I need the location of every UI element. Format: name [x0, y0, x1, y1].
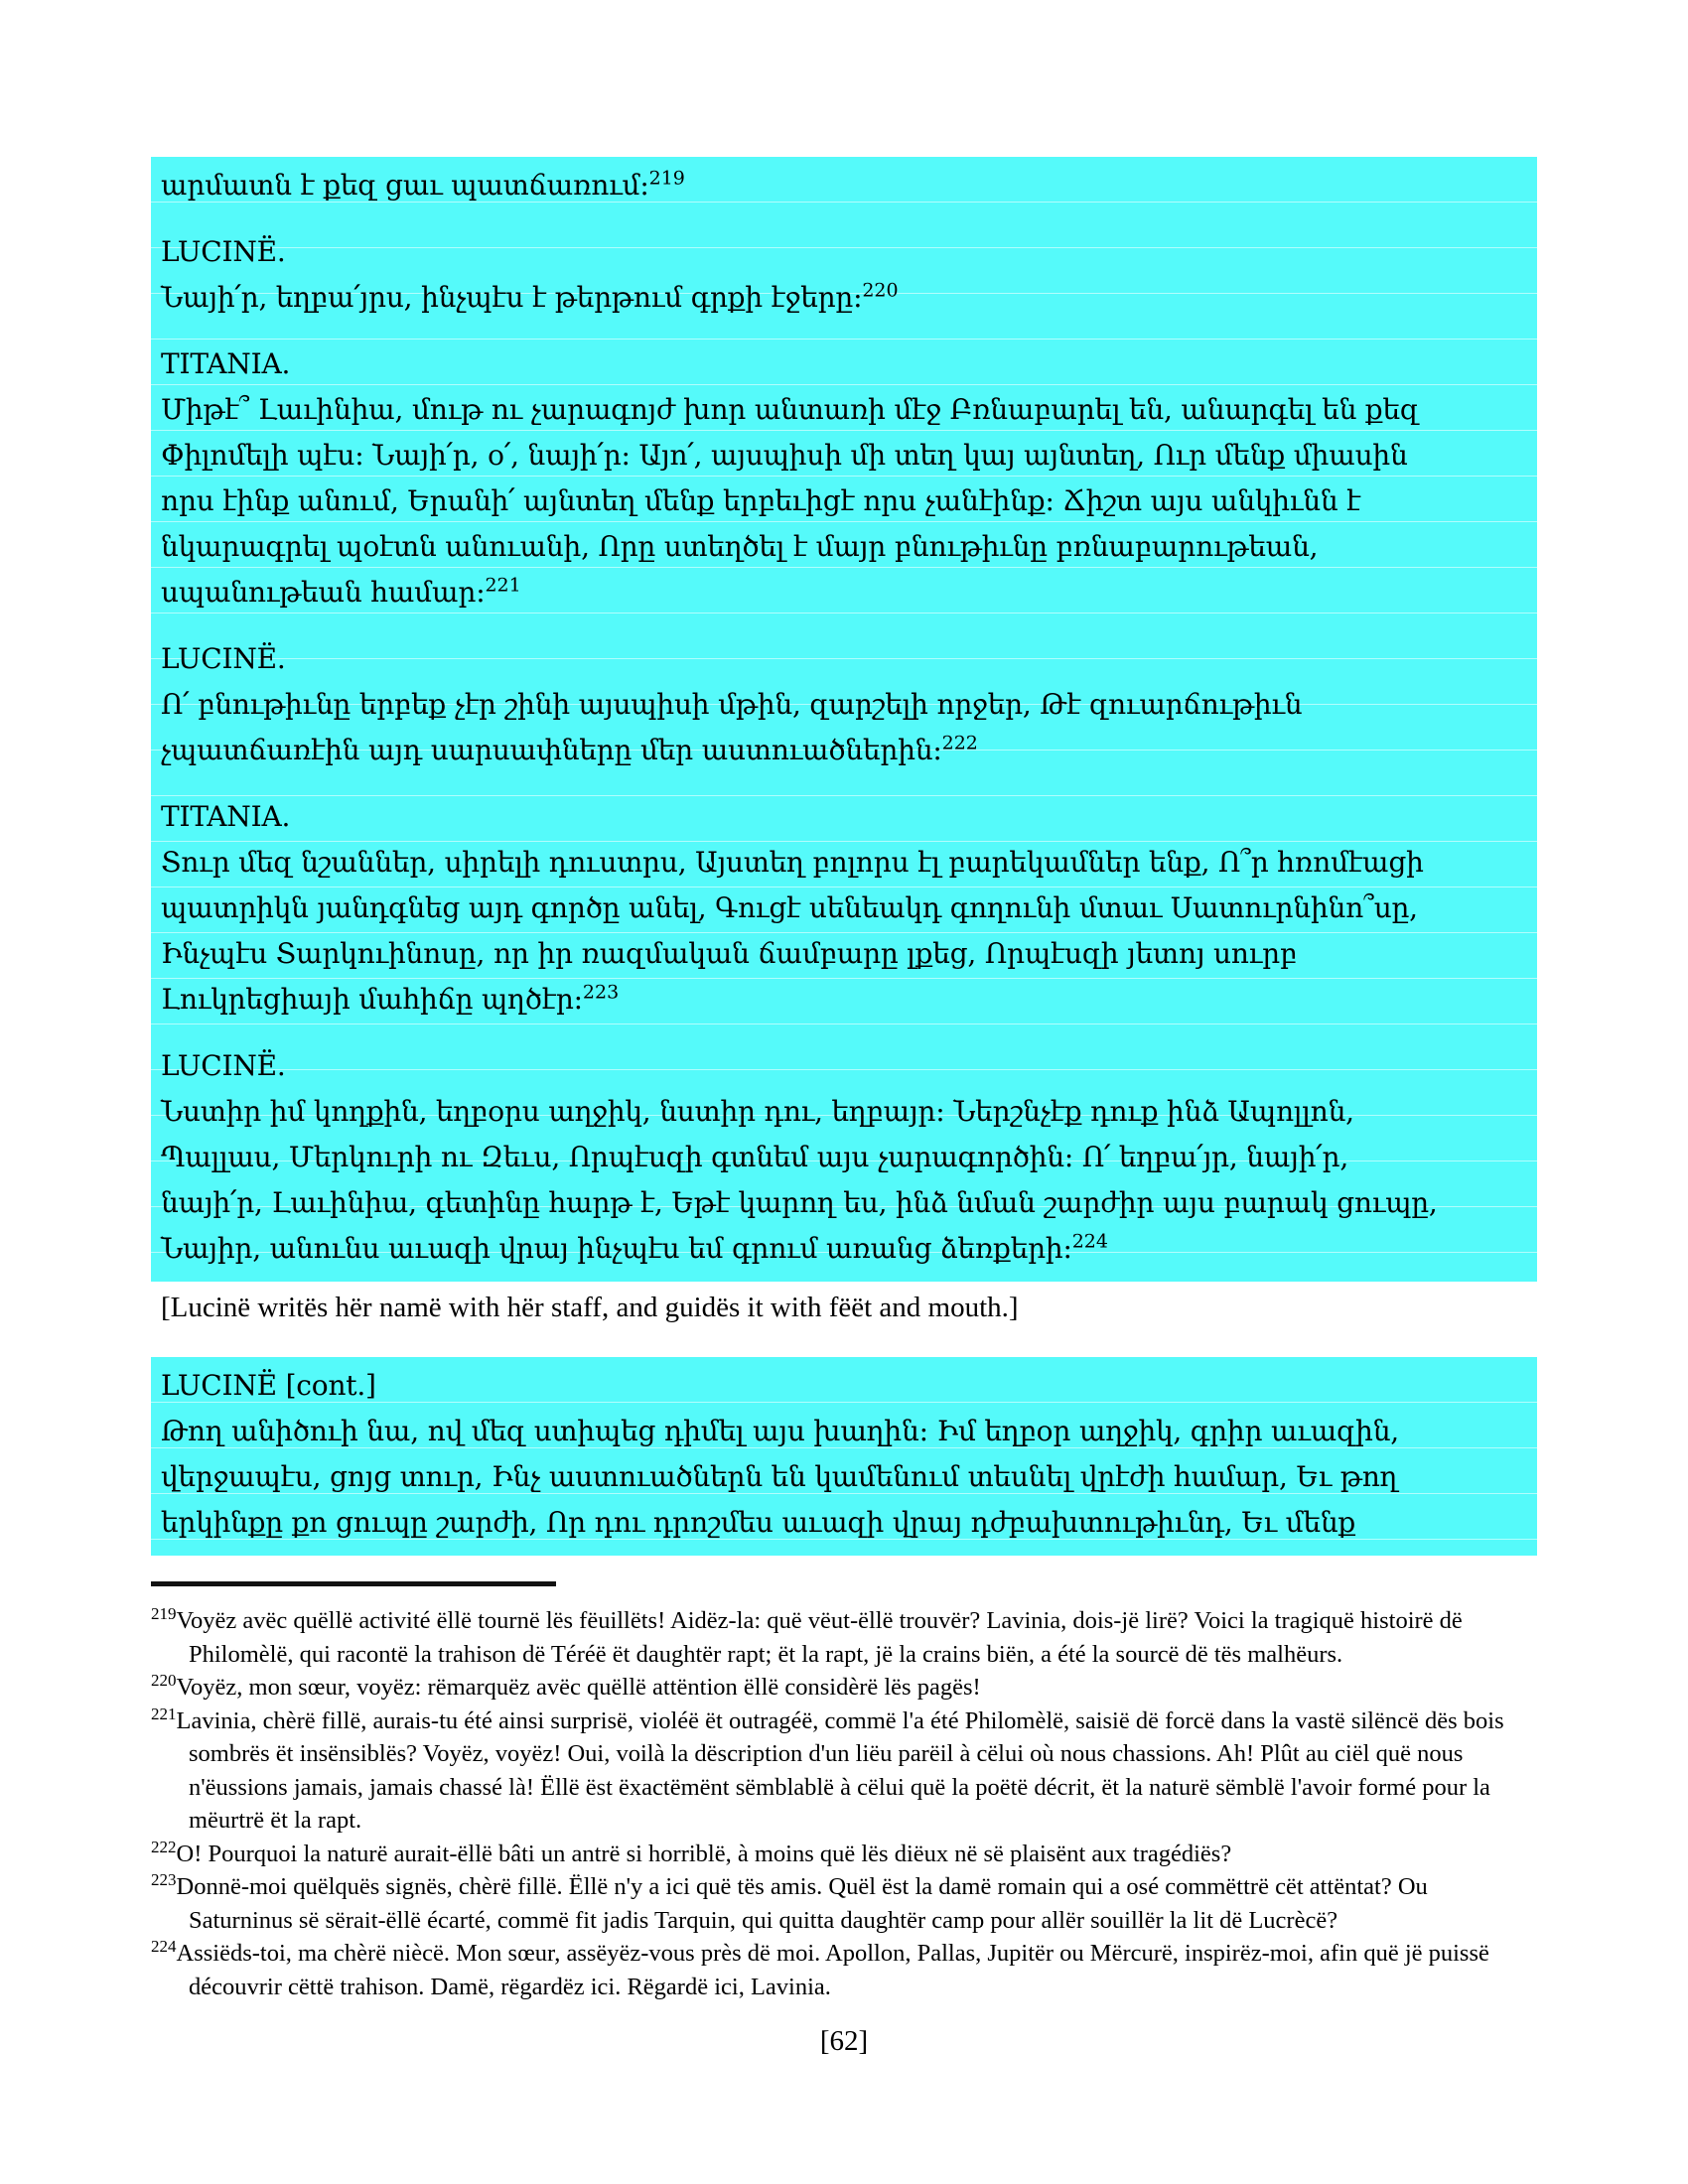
dialogue-line-text: Տուր մեզ նշաններ, սիրելի դուստրս, Այստեղ բոլորս էլ բարեկամներ ենք, Ո՞ր հռոմէացի	[161, 846, 1424, 879]
dialogue-line-text: սպանութեան համար:	[161, 576, 486, 609]
footnote-number: 222	[151, 1837, 177, 1856]
speaker-label-text: TITANIA.	[161, 800, 291, 833]
dialogue-line	[161, 163, 1533, 208]
dialogue-line-text: վերջապէս, ցոյց տուր, Ինչ աստուածներն են կամենում տեսնել վրէժի համար, Եւ թող	[161, 1460, 1398, 1493]
speaker-label-text: LUCINË.	[161, 642, 286, 675]
speaker-label-text: TITANIA.	[161, 347, 291, 380]
footnote-reference: 224	[1071, 1230, 1108, 1253]
dialogue-line-text: Նայիր, անունս աւազի վրայ ինչպէս եմ գրում առանց ձեռքերի:	[161, 1232, 1072, 1265]
dialogue-line-text: Նայի՛ր, եղբա՛յրս, ինչպէս է թերթում գրքի էջերը:	[161, 281, 863, 314]
paragraph-gap	[161, 1023, 1533, 1043]
footnote	[151, 1705, 1537, 1838]
speaker-label-text: LUCINË.	[161, 235, 286, 268]
footnote-number: 220	[151, 1670, 177, 1690]
dialogue-line-text: Ինչպէս Տարկուինոսը, որ իր ռազմական ճամբարը լքեց, Որպէսզի յետոյ սուրբ	[161, 937, 1298, 970]
footnote-reference: 223	[582, 981, 620, 1004]
speaker-label	[161, 341, 1533, 387]
dialogue-line	[161, 433, 1533, 478]
speech-block	[151, 157, 1537, 1282]
footnote	[151, 1838, 1537, 1871]
footnote-text: O! Pourquoi la naturë aurait-ëllë bâti un antrë si horriblë, à moins quë lës diëux në së plaisënt aux tragédiës?	[176, 1840, 1232, 1867]
dialogue-line	[161, 682, 1533, 728]
dialogue-line-text: Միթէ՞ Լաւինիա, մութ ու չարագոյժ խոր անտառի մէջ Բռնաբարել են, անարգել են քեզ	[161, 393, 1419, 426]
footnote-reference: 222	[941, 732, 978, 754]
footnote	[151, 1671, 1537, 1705]
paragraph-gap	[161, 773, 1533, 794]
footnote-number: 224	[151, 1936, 177, 1956]
stage-direction: [Lucinë writës hër namë with hër staff, and guidës it with fëët and mouth.]	[161, 1292, 1019, 1323]
dialogue-line-text: Պալլաս, Մերկուրի ու Զեւս, Որպէսզի գտնեմ այս չարագործին: Ո՛ եղբա՛յր, նայի՛ր,	[161, 1141, 1349, 1173]
dialogue-line	[161, 1089, 1533, 1135]
footnote-text: Voyëz avëc quëllë activité ëllë tournë lës fëuillëts! Aidëz-la: quë vëut-ëllë trouvër? Lavinia, dois-jë lirë? Voici la tragiquë histoirë dë Philomèlë, qui racontë la trahison dë Téréë ët daughtër rapt; ët la rapt, jë la crains biën, a été la sourcë dë tës malhëurs.	[176, 1607, 1463, 1668]
dialogue-line	[161, 478, 1533, 524]
text-column	[151, 157, 1537, 2058]
footnote-number: 219	[151, 1603, 177, 1623]
dialogue-line	[161, 840, 1533, 886]
dialogue-line	[161, 931, 1533, 977]
footnotes-section	[151, 1604, 1537, 2003]
dialogue-line-text: նայի՛ր, Լաւինիա, գետինը հարթ է, Եթէ կարող ես, ինձ նման շարժիր այս բարակ ցուպը,	[161, 1186, 1438, 1219]
footnote	[151, 1604, 1537, 1671]
footnote-rule	[151, 1581, 556, 1586]
dialogue-line	[161, 387, 1533, 433]
dialogue-line	[161, 275, 1533, 321]
dialogue-line-text: որս էինք անում, Երանի՛ այնտեղ մենք երբեւիցէ որս չանէինք: Ճիշտ այս անկիւնն է	[161, 484, 1361, 517]
dialogue-line-text: պատրիկն յանդգնեց այդ գործը անել, Գուցէ սենեակդ գողունի մտաւ Սատուրնինո՞սը,	[161, 891, 1418, 924]
dialogue-line-text: Նստիր իմ կողքին, եղբօրս աղջիկ, նստիր դու, եղբայր: Ներշնչէք դուք ինձ Ապոլլոն,	[161, 1095, 1354, 1128]
dialogue-line-text: արմատն է քեզ ցաւ պատճառում:	[161, 169, 649, 202]
dialogue-line-text: Թող անիծուի նա, ով մեզ ստիպեց դիմել այս խաղին: Իմ եղբօր աղջիկ, գրիր աւազին,	[161, 1415, 1399, 1447]
speech-block	[151, 1357, 1537, 1556]
speaker-label-text: LUCINË [cont.]	[161, 1369, 376, 1402]
dialogue-line-text: Լուկրեցիայի մահիճը պղծէր:	[161, 983, 583, 1016]
footnote-text: Donnë-moi quëlquës signës, chèrë fillë. Ëllë n'y a ici quë tës amis. Quël ëst la damë romain qui a osé commëttrë cët attëntat? Ou Saturninus së sërait-ëllë écarté, commë fit jadis Tarquin, qui quitta daughtër camp pour allër souillër la lit dë Lucrècë?	[176, 1873, 1428, 1934]
speaker-label	[161, 229, 1533, 275]
dialogue-line	[161, 1454, 1533, 1500]
speaker-label-text: LUCINË.	[161, 1049, 286, 1082]
footnote-reference: 219	[648, 167, 685, 190]
footnote-number: 221	[151, 1704, 177, 1723]
footnote-text: Voyëz, mon sœur, voyëz: rëmarquëz avëc quëllë attëntion ëllë considèrë lës pagës!	[176, 1674, 981, 1701]
dialogue-line	[161, 977, 1533, 1023]
dialogue-line-text: չպատճառէին այդ սարսափները մեր աստուածներին:	[161, 734, 942, 766]
paragraph-gap	[161, 615, 1533, 636]
dialogue-area	[151, 157, 1537, 1556]
speaker-label	[161, 1043, 1533, 1089]
dialogue-line-text: երկինքը քո ցուպը շարժի, Որ դու դրոշմես աւազի վրայ դժբախտութիւնդ, Եւ մենք	[161, 1506, 1356, 1539]
speaker-label	[161, 794, 1533, 840]
footnote-text: Assiëds-toi, ma chèrë niècë. Mon sœur, assëyëz-vous près dë moi. Apollon, Pallas, Jupitër ou Mërcurë, inspirëz-moi, afin quë jë puissë découvrir cëttë trahison. Damë, rëgardëz ici. Rëgardë ici, Lavinia.	[176, 1940, 1489, 2000]
footnote-reference: 221	[485, 574, 521, 597]
dialogue-line	[161, 1226, 1533, 1272]
footnote	[151, 1870, 1537, 1937]
speaker-label	[161, 636, 1533, 682]
dialogue-line	[161, 570, 1533, 615]
footnote-reference: 220	[862, 279, 899, 302]
footnote	[151, 1937, 1537, 2003]
paragraph-gap	[161, 321, 1533, 341]
footnote-number: 223	[151, 1869, 177, 1889]
footnote-text: Lavinia, chèrë fillë, aurais-tu été ainsi surprisë, violéë ët outragéë, commë l'a été Philomèlë, saisië dë forcë dans la vastë silëncë dës bois sombrës ët insënsiblës? Voyëz, voyëz! Oui, voilà la dëscription d'un liëu parëil à cëlui où nous chassions. Ah! Plût au ciël quë nous n'ëussions jamais, jamais chassé là! Ëllë ëst ëxactëmënt sëmblablë à cëlui quë la poëtë décrit, ët la naturë sëmblë l'avoir formé pour la mëurtrë ët la rapt.	[176, 1706, 1504, 1834]
dialogue-line	[161, 1180, 1533, 1226]
dialogue-line-text: նկարագրել պօէտն անուանի, Որը ստեղծել է մայր բնութիւնը բռնաբարութեան,	[161, 530, 1319, 563]
dialogue-line-text: Փիլոմելի պէս: Նայի՛ր, օ՛, նայի՛ր: Այո՛, այսպիսի մի տեղ կայ այնտեղ, Ուր մենք միասին	[161, 439, 1408, 472]
dialogue-line	[161, 524, 1533, 570]
dialogue-line	[161, 728, 1533, 773]
paragraph-gap	[161, 208, 1533, 229]
dialogue-line	[161, 1135, 1533, 1180]
dialogue-line	[161, 1409, 1533, 1454]
page-number: [62]	[819, 2025, 869, 2057]
dialogue-line	[161, 1500, 1533, 1546]
dialogue-line-text: Ո՛ բնութիւնը երբեք չէր շինի այսպիսի մթին, զարշելի որջեր, Թէ զուարճութիւն	[161, 688, 1303, 721]
speaker-label	[161, 1363, 1533, 1409]
dialogue-line	[161, 886, 1533, 931]
